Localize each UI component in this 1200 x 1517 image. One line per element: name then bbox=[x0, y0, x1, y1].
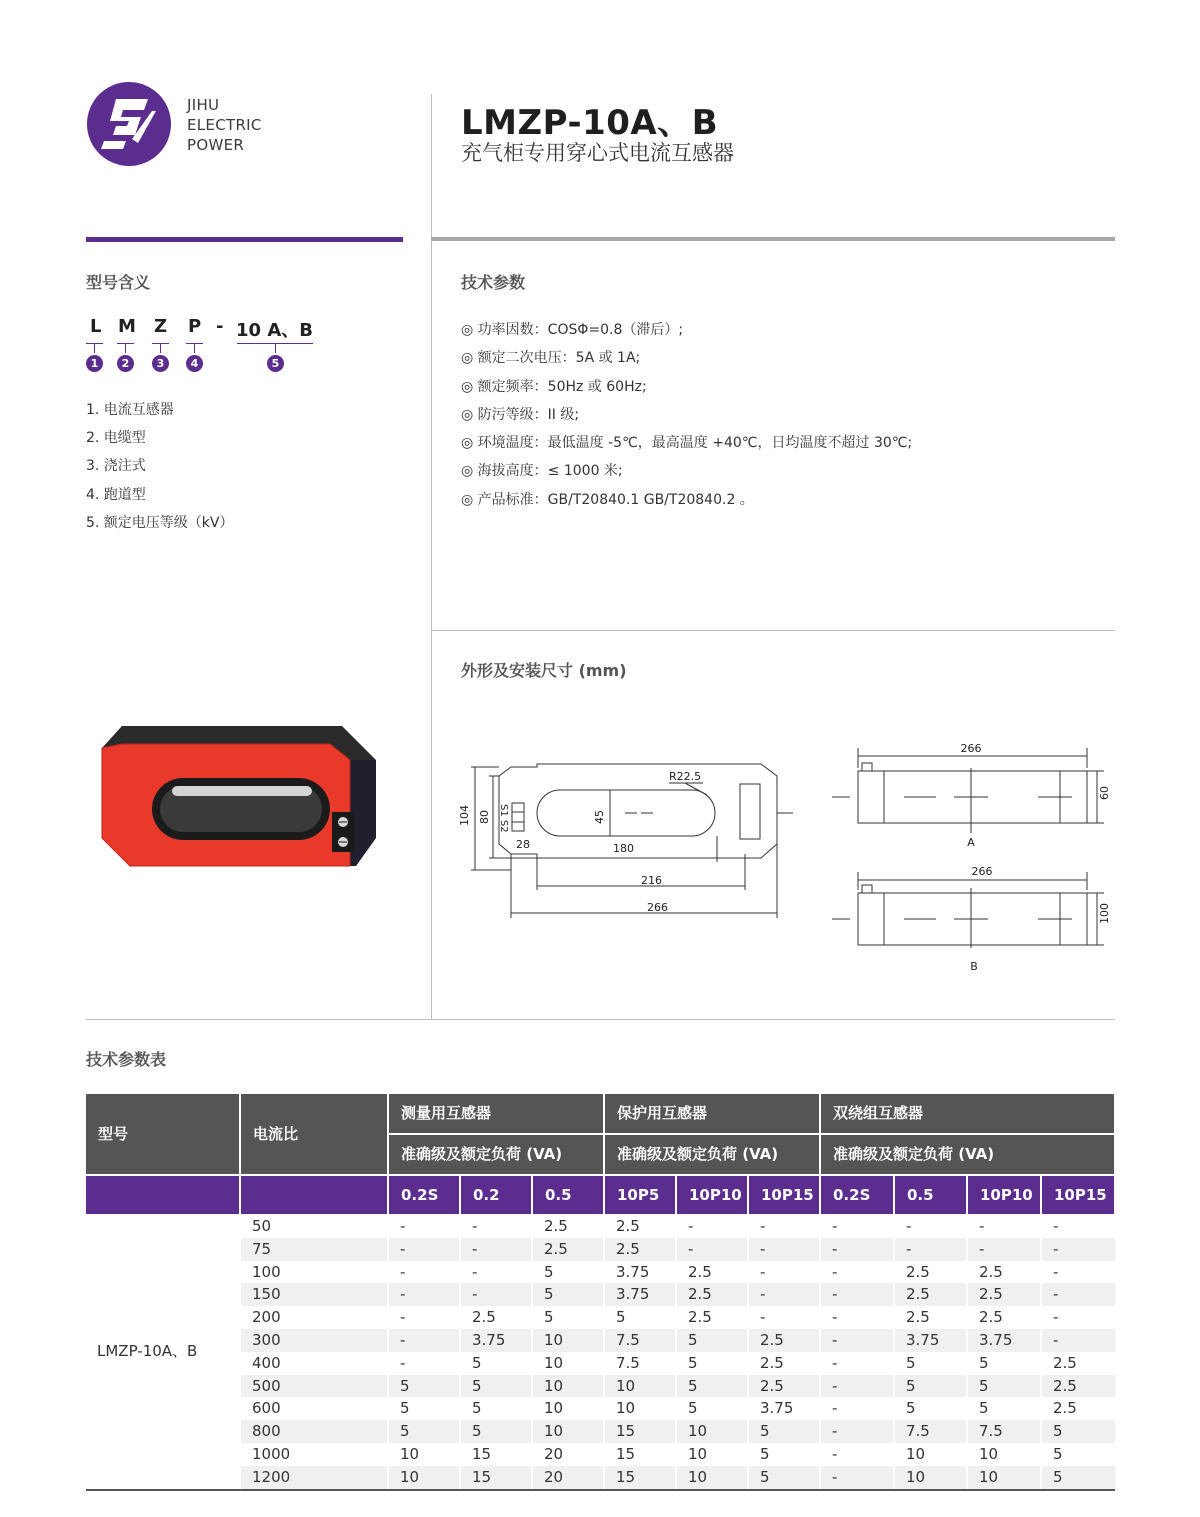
table-cell: 5 bbox=[544, 1285, 554, 1304]
table-header-class: 10P15 bbox=[1042, 1176, 1114, 1214]
table-cell: - bbox=[760, 1239, 766, 1258]
dimension-drawing-front bbox=[455, 740, 800, 925]
table-cell: 5 bbox=[472, 1422, 482, 1441]
table-cell: 5 bbox=[616, 1308, 626, 1327]
list-item: 4. 跑道型 bbox=[86, 486, 146, 503]
table-cell: - bbox=[688, 1217, 694, 1235]
table-cell: 5 bbox=[544, 1308, 554, 1327]
table-cell: - bbox=[832, 1422, 838, 1441]
table-cell: 5 bbox=[760, 1422, 770, 1441]
table-cell: 10 bbox=[979, 1445, 999, 1463]
table-cell: - bbox=[979, 1239, 985, 1258]
table-cell: 5 bbox=[1053, 1467, 1063, 1486]
table-column-separator bbox=[966, 1215, 968, 1489]
table-cell: - bbox=[760, 1308, 766, 1327]
table-cell: 2.5 bbox=[760, 1376, 784, 1395]
table-cell: 15 bbox=[616, 1422, 636, 1441]
table-cell-ratio: 200 bbox=[252, 1308, 281, 1327]
table-cell: 15 bbox=[472, 1467, 492, 1486]
table-cell: - bbox=[979, 1217, 985, 1235]
table-cell-ratio: 600 bbox=[252, 1399, 281, 1418]
table-cell: 5 bbox=[1053, 1422, 1063, 1441]
table-cell: - bbox=[832, 1467, 838, 1486]
gray-bar bbox=[431, 237, 1115, 241]
table-column-separator bbox=[459, 1215, 461, 1489]
number-badge: 2 bbox=[117, 355, 134, 372]
model-code bbox=[86, 316, 346, 340]
table-header-class: 0.2S bbox=[821, 1176, 893, 1214]
table-cell: - bbox=[760, 1217, 766, 1235]
table-cell: 5 bbox=[472, 1353, 482, 1372]
table-cell: 3.75 bbox=[906, 1331, 940, 1349]
table-header-blank bbox=[86, 1176, 239, 1214]
table-cell: - bbox=[472, 1285, 478, 1304]
table-cell: - bbox=[400, 1262, 406, 1281]
section-divider bbox=[431, 630, 1115, 631]
dimensions-heading: 外形及安装尺寸 (mm) bbox=[461, 661, 627, 680]
table-cell: 5 bbox=[400, 1422, 410, 1441]
code-letter: Z bbox=[154, 316, 168, 337]
table-cell: - bbox=[832, 1308, 838, 1327]
table-cell: 2.5 bbox=[906, 1285, 930, 1304]
table-header-class: 10P10 bbox=[968, 1176, 1040, 1214]
table-cell: - bbox=[1053, 1239, 1059, 1258]
page-title: LMZP-10A、B bbox=[461, 103, 719, 143]
page-subtitle: 充气柜专用穿心式电流互感器 bbox=[461, 141, 734, 165]
table-cell: - bbox=[472, 1262, 478, 1281]
header-divider bbox=[431, 94, 432, 237]
table-cell: 10 bbox=[400, 1467, 420, 1486]
table-cell: 3.75 bbox=[760, 1399, 794, 1418]
dim-label: R22.5 bbox=[669, 770, 702, 783]
dim-label: S1 S2 bbox=[498, 804, 509, 833]
table-cell: 7.5 bbox=[979, 1422, 1003, 1441]
table-cell: 2.5 bbox=[1053, 1353, 1077, 1372]
table-cell-ratio: 500 bbox=[252, 1376, 281, 1395]
number-badge: 1 bbox=[86, 355, 103, 372]
table-column-separator bbox=[893, 1215, 895, 1489]
table-column-separator bbox=[675, 1215, 677, 1489]
code-tick bbox=[94, 343, 95, 353]
table-header-sublabel: 准确级及额定负荷 (VA) bbox=[821, 1135, 1114, 1174]
dim-label: 28 bbox=[516, 838, 530, 851]
table-cell-model: LMZP-10A、B bbox=[97, 1342, 198, 1360]
table-cell: 10 bbox=[688, 1467, 708, 1486]
table-column-separator bbox=[603, 1215, 605, 1489]
table-cell: 20 bbox=[544, 1467, 564, 1486]
table-cell: 5 bbox=[688, 1353, 698, 1372]
table-cell: 2.5 bbox=[906, 1262, 930, 1281]
list-item: ◎ 功率因数：COSΦ=0.8（滞后）; bbox=[461, 322, 684, 338]
table-header-class: 0.2 bbox=[461, 1176, 531, 1214]
table-column-separator bbox=[1040, 1215, 1042, 1489]
table-cell: 2.5 bbox=[616, 1239, 640, 1258]
table-cell: 5 bbox=[906, 1376, 916, 1395]
table-cell: 3.75 bbox=[472, 1331, 506, 1349]
brand-line: POWER bbox=[187, 136, 245, 154]
dim-label: 45 bbox=[593, 810, 606, 824]
table-cell: 10 bbox=[400, 1445, 420, 1463]
brand-line: JIHU bbox=[187, 96, 220, 114]
table-cell: 2.5 bbox=[544, 1239, 568, 1258]
table-cell: 7.5 bbox=[906, 1422, 930, 1441]
table-cell: - bbox=[832, 1399, 838, 1418]
table-header-class: 10P5 bbox=[605, 1176, 675, 1214]
table-header-class: 10P15 bbox=[749, 1176, 819, 1214]
table-cell-ratio: 300 bbox=[252, 1331, 281, 1349]
table-cell-ratio: 100 bbox=[252, 1262, 281, 1281]
table-cell: 2.5 bbox=[616, 1217, 640, 1235]
table-cell-ratio: 1200 bbox=[252, 1467, 291, 1486]
table-column-separator bbox=[387, 1215, 389, 1489]
table-cell: 2.5 bbox=[544, 1217, 568, 1235]
table-cell: - bbox=[760, 1285, 766, 1304]
table-cell: - bbox=[832, 1262, 838, 1281]
table-cell: 5 bbox=[979, 1353, 989, 1372]
table-column-separator bbox=[531, 1215, 533, 1489]
table-cell: - bbox=[400, 1353, 406, 1372]
table-header-class: 0.5 bbox=[895, 1176, 966, 1214]
table-cell: 5 bbox=[979, 1399, 989, 1418]
table-cell: 2.5 bbox=[688, 1285, 712, 1304]
list-item: ◎ 产品标准：GB/T20840.1 GB/T20840.2 。 bbox=[461, 491, 754, 508]
number-badge: 3 bbox=[152, 355, 169, 372]
table-column-separator bbox=[819, 1215, 821, 1489]
table-cell: - bbox=[1053, 1262, 1059, 1281]
table-cell: - bbox=[832, 1445, 838, 1463]
table-cell: 5 bbox=[400, 1376, 410, 1395]
table-cell: 5 bbox=[760, 1445, 770, 1463]
table-cell: - bbox=[832, 1285, 838, 1304]
table-cell: 3.75 bbox=[979, 1331, 1013, 1349]
table-cell: 10 bbox=[616, 1399, 636, 1418]
table-cell: 10 bbox=[544, 1353, 564, 1372]
table-cell: 10 bbox=[979, 1467, 999, 1486]
table-cell-ratio: 400 bbox=[252, 1353, 281, 1372]
table-cell: 10 bbox=[544, 1399, 564, 1418]
dimension-drawing-side bbox=[828, 738, 1118, 973]
table-bottom-border bbox=[86, 1489, 1115, 1491]
table-cell: 5 bbox=[688, 1376, 698, 1395]
tech-params-heading: 技术参数 bbox=[461, 273, 526, 292]
table-cell: - bbox=[688, 1239, 694, 1258]
table-cell: 2.5 bbox=[688, 1262, 712, 1281]
table-cell: - bbox=[832, 1331, 838, 1349]
table-cell: - bbox=[1053, 1308, 1059, 1327]
table-cell: - bbox=[832, 1353, 838, 1372]
dim-label: 216 bbox=[641, 874, 662, 887]
table-cell: 2.5 bbox=[979, 1285, 1003, 1304]
table-cell: 5 bbox=[906, 1399, 916, 1418]
table-cell: - bbox=[1053, 1285, 1059, 1304]
table-cell: 10 bbox=[544, 1376, 564, 1395]
table-cell: 5 bbox=[979, 1376, 989, 1395]
list-item: ◎ 环境温度：最低温度 -5℃，最高温度 +40℃，日均温度不超过 30℃; bbox=[461, 435, 913, 452]
table-cell: 5 bbox=[688, 1399, 698, 1418]
code-tick bbox=[160, 343, 161, 353]
list-item: 2. 电缆型 bbox=[86, 430, 146, 447]
number-badge: 4 bbox=[186, 355, 203, 372]
table-cell: 2.5 bbox=[979, 1308, 1003, 1327]
dim-label: 80 bbox=[478, 810, 491, 824]
table-cell: 5 bbox=[760, 1467, 770, 1486]
table-cell: 5 bbox=[472, 1399, 482, 1418]
table-cell: - bbox=[1053, 1331, 1059, 1349]
table-cell-ratio: 75 bbox=[252, 1239, 272, 1258]
table-cell: 10 bbox=[544, 1331, 564, 1349]
list-item: 1. 电流互感器 bbox=[86, 402, 174, 418]
table-cell: - bbox=[832, 1239, 838, 1258]
dim-label: 266 bbox=[971, 865, 993, 878]
dim-label: 104 bbox=[458, 805, 471, 826]
table-cell: - bbox=[400, 1285, 406, 1304]
code-letter: M bbox=[118, 316, 136, 337]
drawing-label: A bbox=[967, 836, 975, 849]
table-cell: 10 bbox=[906, 1467, 926, 1486]
table-cell: 10 bbox=[906, 1445, 926, 1463]
table-cell: 2.5 bbox=[906, 1308, 930, 1327]
table-header-ratio: 电流比 bbox=[241, 1094, 387, 1174]
table-cell: 2.5 bbox=[760, 1353, 784, 1372]
table-header-group: 双绕组互感器 bbox=[821, 1094, 1114, 1133]
table-cell: 2.5 bbox=[688, 1308, 712, 1327]
table-cell: 10 bbox=[688, 1445, 708, 1463]
code-letter: L bbox=[90, 316, 102, 337]
table-cell: 2.5 bbox=[979, 1262, 1003, 1281]
table-header-sublabel: 准确级及额定负荷 (VA) bbox=[389, 1135, 603, 1174]
table-cell: - bbox=[400, 1239, 406, 1258]
table-cell: 3.75 bbox=[616, 1285, 650, 1304]
table-cell: 15 bbox=[616, 1467, 636, 1486]
table-cell: - bbox=[906, 1217, 912, 1235]
code-letter: 10 A、B bbox=[236, 320, 313, 341]
table-header-model: 型号 bbox=[86, 1094, 239, 1174]
list-item: 3. 浇注式 bbox=[86, 458, 146, 475]
table-cell: 15 bbox=[472, 1445, 492, 1463]
table-cell: 5 bbox=[688, 1331, 698, 1349]
table-cell: 2.5 bbox=[1053, 1376, 1077, 1395]
table-header-group: 测量用互感器 bbox=[389, 1094, 603, 1133]
table-cell: - bbox=[1053, 1217, 1059, 1235]
drawing-label: B bbox=[970, 960, 978, 973]
table-cell: 2.5 bbox=[760, 1331, 784, 1349]
company-logo-icon bbox=[86, 81, 172, 167]
table-cell-ratio: 1000 bbox=[252, 1445, 291, 1463]
table-cell: - bbox=[400, 1331, 406, 1349]
dim-label: 266 bbox=[647, 901, 668, 914]
table-cell-ratio: 50 bbox=[252, 1217, 272, 1235]
table-cell: - bbox=[472, 1217, 478, 1235]
code-tick bbox=[125, 343, 126, 353]
table-heading: 技术参数表 bbox=[86, 1050, 167, 1069]
table-cell: - bbox=[832, 1217, 838, 1235]
table-cell: - bbox=[760, 1262, 766, 1281]
code-tick bbox=[275, 343, 276, 353]
table-cell: - bbox=[400, 1217, 406, 1235]
table-cell: - bbox=[832, 1376, 838, 1395]
table-cell: 10 bbox=[616, 1376, 636, 1395]
table-cell: 3.75 bbox=[616, 1262, 650, 1281]
table-cell: 5 bbox=[400, 1399, 410, 1418]
table-cell: 7.5 bbox=[616, 1331, 640, 1349]
table-header-blank bbox=[241, 1176, 387, 1214]
table-column-separator bbox=[239, 1215, 241, 1489]
table-cell: - bbox=[472, 1239, 478, 1258]
code-letter: - bbox=[216, 316, 224, 337]
table-cell: 5 bbox=[472, 1376, 482, 1395]
dim-label: 180 bbox=[613, 842, 634, 855]
model-meaning-list bbox=[86, 396, 234, 537]
list-item: ◎ 额定频率：50Hz 或 60Hz; bbox=[461, 378, 647, 395]
section-divider bbox=[86, 1019, 1115, 1020]
table-header-sublabel: 准确级及额定负荷 (VA) bbox=[605, 1135, 819, 1174]
table-cell: 10 bbox=[688, 1422, 708, 1441]
list-item: ◎ 海拔高度：≤ 1000 米; bbox=[461, 463, 623, 480]
table-column-separator bbox=[747, 1215, 749, 1489]
table-header-class: 0.2S bbox=[389, 1176, 459, 1214]
model-meaning-heading: 型号含义 bbox=[86, 273, 151, 292]
table-header-group: 保护用互感器 bbox=[605, 1094, 819, 1133]
table-cell: - bbox=[906, 1239, 912, 1258]
brand-name bbox=[187, 95, 262, 155]
table-cell: 2.5 bbox=[1053, 1399, 1077, 1418]
number-badge: 5 bbox=[267, 355, 284, 372]
table-cell: 5 bbox=[906, 1353, 916, 1372]
table-cell: 5 bbox=[1053, 1445, 1063, 1463]
table-cell: 15 bbox=[616, 1445, 636, 1463]
table-cell: - bbox=[400, 1308, 406, 1327]
table-cell-ratio: 800 bbox=[252, 1422, 281, 1441]
brand-line: ELECTRIC bbox=[187, 116, 262, 134]
product-photo bbox=[100, 720, 380, 870]
list-item: ◎ 额定二次电压：5A 或 1A; bbox=[461, 350, 641, 367]
table-header-class: 0.5 bbox=[533, 1176, 603, 1214]
table-cell-ratio: 150 bbox=[252, 1285, 281, 1304]
code-tick bbox=[194, 343, 195, 353]
dim-label: 266 bbox=[960, 742, 982, 755]
table-header-class: 10P10 bbox=[677, 1176, 747, 1214]
tech-params-list bbox=[461, 316, 912, 514]
dim-label: 60 bbox=[1098, 786, 1111, 800]
list-item: ◎ 防污等级：II 级; bbox=[461, 406, 580, 423]
table-cell: 2.5 bbox=[472, 1308, 496, 1327]
code-letter: P bbox=[188, 316, 202, 337]
list-item: 5. 额定电压等级（kV） bbox=[86, 514, 234, 531]
table-cell: 5 bbox=[544, 1262, 554, 1281]
table-cell: 20 bbox=[544, 1445, 564, 1463]
table-cell: 10 bbox=[544, 1422, 564, 1441]
table-cell: 7.5 bbox=[616, 1353, 640, 1372]
accent-bar bbox=[86, 237, 403, 242]
dim-label: 100 bbox=[1098, 903, 1111, 924]
